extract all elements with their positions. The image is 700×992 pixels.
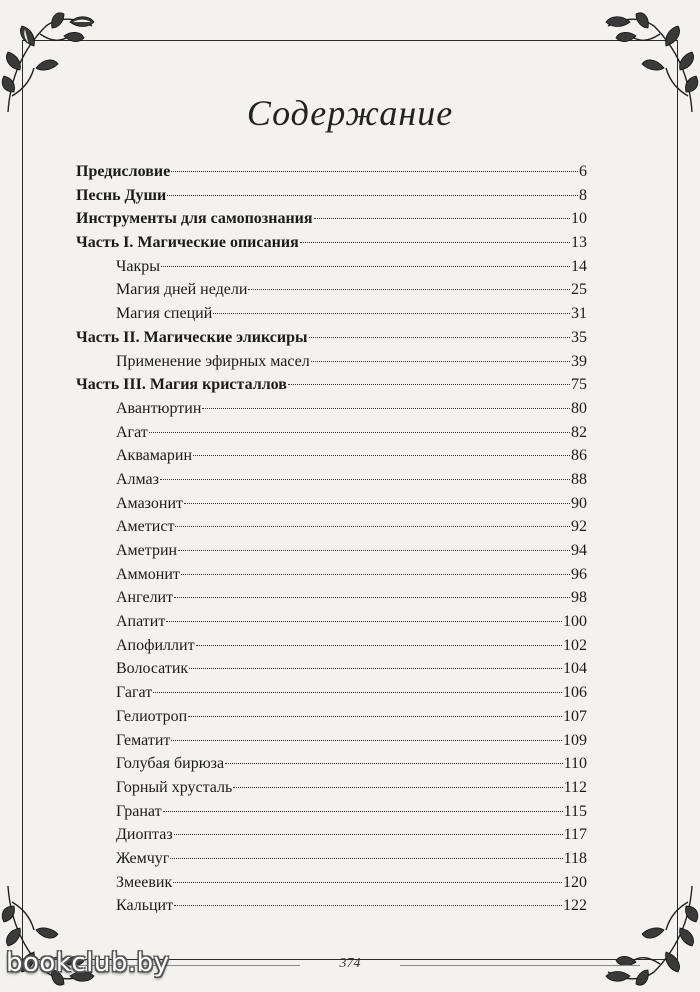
toc-entry-label: Аметрин xyxy=(116,542,178,559)
toc-entry-page: 14 xyxy=(571,257,587,275)
toc-entry-page: 6 xyxy=(579,163,587,180)
toc-entry-label: Инструменты для самопознания xyxy=(76,210,313,228)
toc-entry-page: 90 xyxy=(571,494,587,512)
toc-entry xyxy=(76,563,587,587)
toc-entry-page: 31 xyxy=(571,305,587,323)
dot-leader xyxy=(173,882,562,883)
toc-entry xyxy=(76,539,587,563)
toc-entry xyxy=(76,634,587,658)
dot-leader xyxy=(248,289,570,290)
dot-leader xyxy=(175,526,570,527)
toc-entry-label: Чакры xyxy=(116,257,161,275)
toc-entry-label: Кальцит xyxy=(116,897,174,915)
toc-entry-page: 100 xyxy=(563,613,587,631)
toc-entry xyxy=(76,823,587,847)
toc-entry xyxy=(76,231,587,255)
dot-leader xyxy=(167,195,578,196)
toc-entry-page: 88 xyxy=(571,470,587,488)
toc-entry xyxy=(76,468,587,492)
toc-entry xyxy=(76,705,587,729)
dot-leader xyxy=(189,668,562,669)
toc-entry-label: Апофиллит xyxy=(116,636,195,654)
dot-leader xyxy=(174,597,570,598)
dot-leader xyxy=(300,242,570,243)
dot-leader xyxy=(153,692,562,693)
toc-entry xyxy=(76,373,587,397)
toc-entry-label: Аммонит xyxy=(116,565,180,583)
toc-entry-label: Предисловие xyxy=(76,163,171,180)
dot-leader xyxy=(314,218,570,219)
toc-entry xyxy=(76,752,587,776)
toc-entry-label: Алмаз xyxy=(116,470,159,488)
toc-entry xyxy=(76,160,587,184)
dot-leader xyxy=(166,621,562,622)
toc-entry-page: 96 xyxy=(571,565,587,583)
toc-entry xyxy=(76,397,587,421)
toc-entry-page: 94 xyxy=(571,542,587,559)
toc-entry-page: 120 xyxy=(563,873,587,891)
toc-entry-label: Аквамарин xyxy=(116,447,193,465)
toc-entry xyxy=(76,350,587,374)
toc-entry-page: 92 xyxy=(571,518,587,536)
toc-entry-page: 98 xyxy=(571,589,587,607)
dot-leader xyxy=(184,503,570,504)
toc-entry-page: 8 xyxy=(579,186,587,204)
toc-entry-page: 82 xyxy=(571,423,587,441)
toc-entry-page: 102 xyxy=(563,636,587,654)
toc-entry xyxy=(76,610,587,634)
toc-entry-page: 35 xyxy=(571,328,587,346)
dot-leader xyxy=(163,811,563,812)
dot-leader xyxy=(170,858,562,859)
toc-entry-page: 25 xyxy=(571,281,587,299)
toc-entry-label: Аметист xyxy=(116,518,175,536)
toc-entry xyxy=(76,302,587,326)
toc-entry-label: Гелиотроп xyxy=(116,707,188,725)
toc-entry xyxy=(76,326,587,350)
toc-entry xyxy=(76,776,587,800)
toc-entry-label: Апатит xyxy=(116,613,166,631)
toc-entry-page: 10 xyxy=(571,210,587,228)
dot-leader xyxy=(202,408,570,409)
toc-entry-page: 117 xyxy=(563,826,587,844)
toc-entry-page: 107 xyxy=(563,707,587,725)
toc-entry xyxy=(76,444,587,468)
dot-leader xyxy=(171,740,562,741)
toc-entry xyxy=(76,207,587,231)
toc-entry-label: Гранат xyxy=(116,802,162,820)
toc-entry xyxy=(76,871,587,895)
page-title: Содержание xyxy=(246,93,454,133)
toc-entry-label: Магия дней недели xyxy=(116,281,248,299)
toc-entry-label: Диоптаз xyxy=(116,826,173,844)
toc-entry-label: Часть I. Магические описания xyxy=(76,234,299,252)
toc-entry-page: 112 xyxy=(563,778,587,796)
dot-leader xyxy=(309,337,570,338)
watermark: bookclub.by xyxy=(6,948,170,978)
toc-entry-page: 80 xyxy=(571,399,587,417)
toc-entry-page: 118 xyxy=(563,849,587,867)
table-of-contents xyxy=(76,160,587,918)
toc-entry xyxy=(76,515,587,539)
dot-leader xyxy=(188,716,562,717)
toc-entry-page: 110 xyxy=(563,755,587,773)
toc-entry-label: Ангелит xyxy=(116,589,174,607)
toc-entry-label: Волосатик xyxy=(116,660,189,678)
dot-leader xyxy=(181,574,570,575)
toc-entry-page: 86 xyxy=(571,447,587,465)
toc-entry-label: Змеевик xyxy=(116,873,173,891)
toc-entry-label: Применение эфирных масел xyxy=(116,352,310,370)
dot-leader xyxy=(160,479,570,480)
toc-entry-label: Голубая бирюза xyxy=(116,755,225,773)
dot-leader xyxy=(178,550,570,551)
toc-entry-label: Магия специй xyxy=(116,305,213,323)
toc-entry xyxy=(76,729,587,753)
toc-entry-label: Горный хрусталь xyxy=(116,778,233,796)
dot-leader xyxy=(213,313,570,314)
dot-leader xyxy=(171,171,578,172)
toc-entry xyxy=(76,657,587,681)
toc-entry-label: Агат xyxy=(116,423,148,441)
dot-leader xyxy=(311,361,570,362)
toc-entry-label: Песнь Души xyxy=(76,186,167,204)
toc-entry-page: 75 xyxy=(571,376,587,394)
dot-leader xyxy=(161,266,570,267)
dot-leader xyxy=(233,787,562,788)
toc-entry-label: Авантюртин xyxy=(116,399,202,417)
toc-entry-page: 122 xyxy=(563,897,587,915)
toc-entry-page: 106 xyxy=(563,684,587,702)
dot-leader xyxy=(174,834,563,835)
toc-entry-page: 104 xyxy=(563,660,587,678)
dot-leader xyxy=(174,905,562,906)
toc-entry xyxy=(76,894,587,918)
toc-entry xyxy=(76,184,587,208)
toc-entry xyxy=(76,681,587,705)
toc-entry-page: 39 xyxy=(571,352,587,370)
toc-entry xyxy=(76,255,587,279)
toc-entry xyxy=(76,847,587,871)
toc-entry xyxy=(76,421,587,445)
toc-entry-page: 109 xyxy=(563,731,587,749)
toc-entry xyxy=(76,586,587,610)
dot-leader xyxy=(196,645,562,646)
toc-entry-label: Часть II. Магические эликсиры xyxy=(76,328,308,346)
toc-entry-page: 115 xyxy=(563,802,587,820)
toc-entry xyxy=(76,278,587,302)
page-number: 374 xyxy=(339,956,361,971)
toc-entry-page: 13 xyxy=(571,234,587,252)
toc-entry xyxy=(76,492,587,516)
dot-leader xyxy=(225,763,563,764)
toc-entry-label: Амазонит xyxy=(116,494,184,512)
dot-leader xyxy=(288,384,570,385)
toc-entry-label: Гематит xyxy=(116,731,171,749)
toc-entry xyxy=(76,800,587,824)
dot-leader xyxy=(193,455,570,456)
toc-entry-label: Часть III. Магия кристаллов xyxy=(76,376,287,394)
toc-entry-label: Гагат xyxy=(116,684,153,702)
toc-entry-label: Жемчуг xyxy=(116,849,170,867)
dot-leader xyxy=(149,432,570,433)
